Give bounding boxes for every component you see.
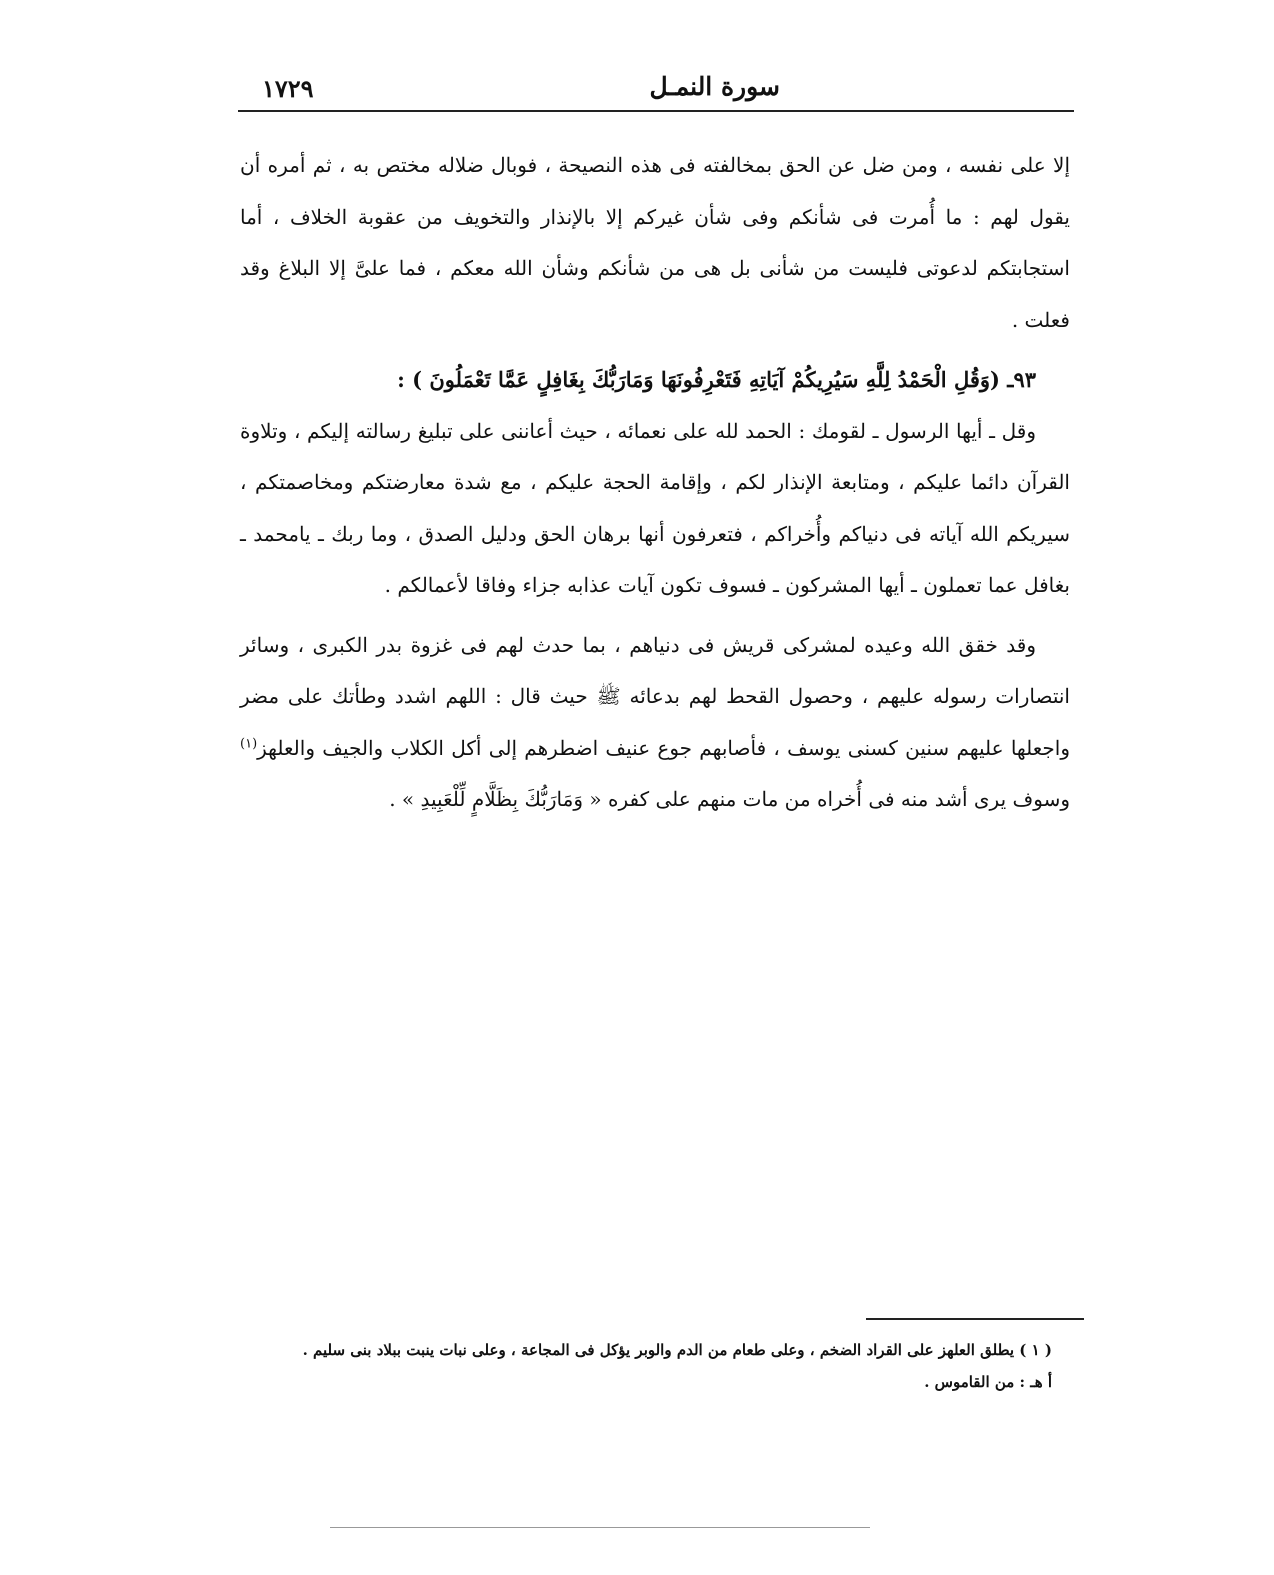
paragraph-3-text-a: وقد خقق الله وعيده لمشركى قريش فى دنياهم ، بما حدث لهم فى غزوة بدر الكبرى ، وسائر انتصارات رسوله عليهم ، وحصول القحط لهم بدعائه ﷺ حيث قال : اللهم اشدد وطأتك على مضر واجعلها عليهم سنين كسنى يوسف ، فأصابهم جوع عنيف اضطرهم إلى أكل الكلاب والجيف والعلهز (240, 632, 1070, 760)
main-text (240, 140, 1070, 826)
surah-title: سورة النمـل (649, 72, 780, 101)
paragraph-1: إلا على نفسه ، ومن ضل عن الحق بمخالفته فى هذه النصيحة ، فوبال ضلاله مختص به ، ثم أمره أن يقول لهم : ما أُمرت فى شأنكم وفى شأن غيركم إلا بالإنذار والتخويف من عقوبة الخلاف ، أما استجابتكم لدعوتى فليست من شأنى بل هى من شأنكم وشأن الله معكم ، فما علىَّ إلا البلاغ وقد فعلت . (240, 153, 1070, 332)
header-divider (238, 110, 1074, 112)
page-number: ١٧٢٩ (262, 74, 314, 103)
paragraph-3 (240, 620, 1070, 826)
footnotes (230, 1334, 1052, 1398)
bottom-edge-line (330, 1527, 870, 1528)
footnote-divider (866, 1318, 1084, 1320)
footnote-1: ( ١ ) يطلق العلهز على القراد الضخم ، وعلى طعام من الدم والوبر يؤكل فى المجاعة ، وعلى نبات ينبت ببلاد بنى سليم . (302, 1341, 1052, 1359)
footnote-source: أ هـ : من القاموس . (924, 1373, 1052, 1391)
footnote-marker: (١) (240, 735, 258, 751)
paragraph-3-text-b: وسوف يرى أشد منه فى أُخراه من مات منهم على كفره « وَمَارَبُّكَ بِظَلَّامٍ لِّلْعَبِيدِ » . (389, 787, 1070, 811)
quran-verse: ٩٣ـ (وَقُلِ الْحَمْدُ لِلَّهِ سَيُرِيكُمْ آيَاتِهِ فَتَعْرِفُونَهَا وَمَارَبُّكَ بِغَافِلٍ عَمَّا تَعْمَلُونَ ) : (397, 367, 1036, 392)
page-header (248, 66, 1070, 108)
paragraph-2: وقل ـ أيها الرسول ـ لقومك : الحمد لله على نعمائه ، حيث أعاننى على تبليغ رسالته إليكم ، وتلاوة القرآن دائما عليكم ، ومتابعة الإنذار لكم ، وإقامة الحجة عليكم ، مع شدة معارضتكم ومخاصمتكم ، سيريكم الله آياته فى دنياكم وأُخراكم ، فتعرفون أنها برهان الحق ودليل الصدق ، وما ربك ـ يامحمد ـ بغافل عما تعملون ـ أيها المشركون ـ فسوف تكون آيات عذابه جزاء وفاقا لأعمالكم . (240, 418, 1070, 597)
